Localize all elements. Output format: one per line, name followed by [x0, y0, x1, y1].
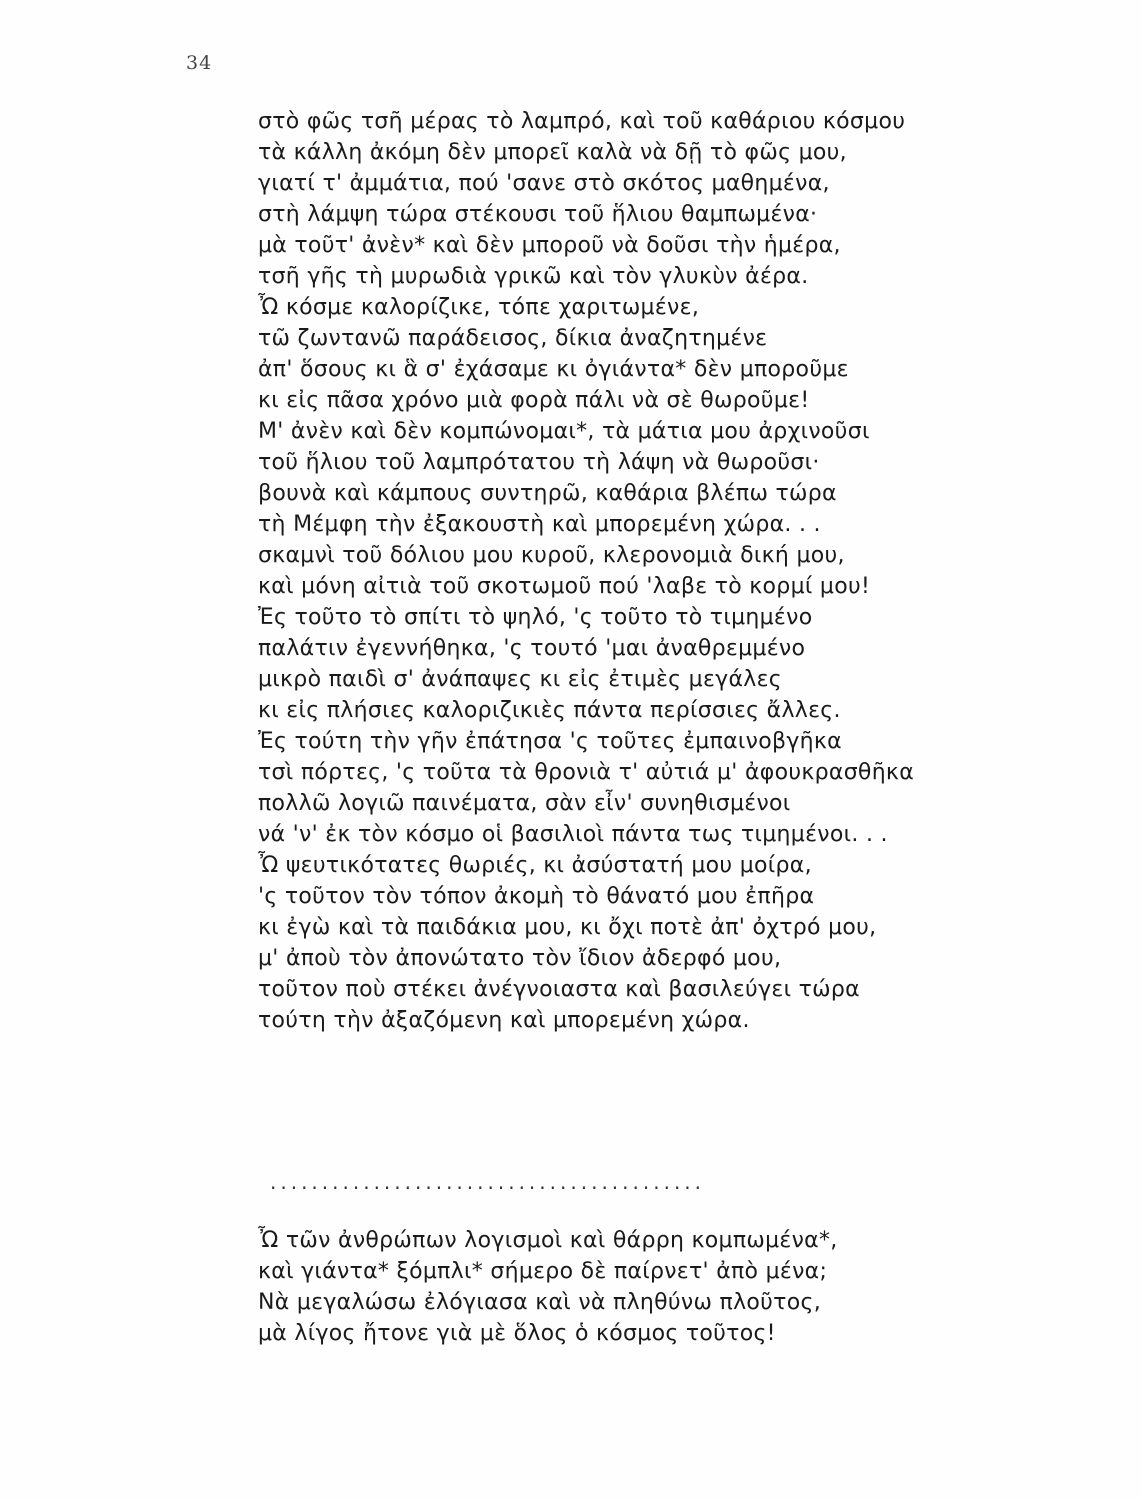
poem-line: βουνὰ καὶ κάμπους συντηρῶ, καθάρια βλέπω τώρα — [258, 481, 837, 506]
poem-final-stanza — [258, 1225, 1018, 1349]
poem-line: Ὦ ψευτικότατες θωριές, κι ἀσύστατή μου μοίρα, — [258, 853, 812, 878]
poem-line: παλάτιν ἐγεννήθηκα, 'ς τουτό 'μαι ἀναθρεμμένο — [258, 636, 806, 661]
poem-line: τούτη τὴν ἀξαζόμενη καὶ μπορεμένη χώρα. — [258, 1008, 750, 1033]
poem-line: 'ς τοῦτον τὸν τόπον ἀκομὴ τὸ θάνατό μου ἐπῆρα — [258, 884, 815, 909]
poem-line: μὰ λίγος ἤτονε γιὰ μὲ ὅλος ὁ κόσμος τοῦτος! — [258, 1321, 776, 1346]
poem-line: κι ἐγὼ καὶ τὰ παιδάκια μου, κι ὄχι ποτὲ ἀπ' ὀχτρό μου, — [258, 915, 877, 940]
poem-line: σκαμνὶ τοῦ δόλιου μου κυροῦ, κλερονομιὰ δική μου, — [258, 543, 845, 568]
page-number: 34 — [186, 52, 213, 74]
poem-line: Νὰ μεγαλώσω ἐλόγιασα καὶ νὰ πληθύνω πλοῦτος, — [258, 1290, 821, 1315]
poem-line: στὸ φῶς τσῆ μέρας τὸ λαμπρό, καὶ τοῦ καθάριου κόσμου — [258, 109, 906, 134]
poem-line: στὴ λάμψη τώρα στέκουσι τοῦ ἥλιου θαμπωμένα· — [258, 202, 818, 227]
poem-line: νά 'ν' ἐκ τὸν κόσμο οἱ βασιλιοὶ πάντα τως τιμημένοι. . . — [258, 822, 888, 847]
poem-line: τῶ ζωντανῶ παράδεισος, δίκια ἀναζητημένε — [258, 326, 768, 351]
poem-line: τὴ Μέμφη τὴν ἐξακουστὴ καὶ μπορεμένη χώρα. . . — [258, 512, 821, 537]
poem-line: πολλῶ λογιῶ παινέματα, σὰν εἶν' συνηθισμένοι — [258, 791, 791, 816]
poem-line: μὰ τοῦτ' ἀνὲν* καὶ δὲν μποροῦ νὰ δοῦσι τὴν ἡμέρα, — [258, 233, 841, 258]
poem-line: τσῆ γῆς τὴ μυρωδιὰ γρικῶ καὶ τὸν γλυκὺν ἀέρα. — [258, 264, 809, 289]
poem-line: καὶ γιάντα* ξόμπλι* σήμερο δὲ παίρνετ' ἀπὸ μένα; — [258, 1259, 828, 1284]
poem-line: τσὶ πόρτες, 'ς τοῦτα τὰ θρονιὰ τ' αὐτιά μ' ἀφουκρασθῆκα — [258, 760, 915, 785]
poem-line: Ὦ κόσμε καλορίζικε, τόπε χαριτωμένε, — [258, 295, 700, 320]
poem-line: κι εἰς πᾶσα χρόνο μιὰ φορὰ πάλι νὰ σὲ θωροῦμε! — [258, 388, 810, 413]
poem-line: τοῦ ἥλιου τοῦ λαμπρότατου τὴ λάψη νὰ θωροῦσι· — [258, 450, 820, 475]
ellipsis-separator: .......................................... — [270, 1170, 706, 1194]
poem-line: ἀπ' ὅσους κι ἃ σ' ἐχάσαμε κι ὀγιάντα* δὲν μποροῦμε — [258, 357, 849, 382]
poem-line: καὶ μόνη αἰτιὰ τοῦ σκοτωμοῦ πού 'λαβε τὸ κορμί μου! — [258, 574, 871, 599]
poem-line: μ' ἀποὺ τὸν ἀπονώτατο τὸν ἴδιον ἀδερφό μου, — [258, 946, 782, 971]
poem-line: Ὦ τῶν ἀνθρώπων λογισμοὶ καὶ θάρρη κομπωμένα*, — [258, 1228, 838, 1253]
poem-line: τοῦτον ποὺ στέκει ἀνέγνοιαστα καὶ βασιλεύγει τώρα — [258, 977, 860, 1002]
poem-line: μικρὸ παιδὶ σ' ἀνάπαψες κι εἰς ἐτιμὲς μεγάλες — [258, 667, 783, 692]
poem-line: τὰ κάλλη ἀκόμη δὲν μπορεῖ καλὰ νὰ δῇ τὸ φῶς μου, — [258, 140, 847, 165]
poem-main-stanza — [258, 106, 1018, 1036]
poem-line: κι εἰς πλήσιες καλοριζικιὲς πάντα περίσσιες ἄλλες. — [258, 698, 841, 723]
poem-line: Ἐς τοῦτο τὸ σπίτι τὸ ψηλό, 'ς τοῦτο τὸ τιμημένο — [258, 605, 813, 630]
poem-line: γιατί τ' ἀμμάτια, πού 'σανε στὸ σκότος μαθημένα, — [258, 171, 830, 196]
poem-line: Μ' ἀνὲν καὶ δὲν κομπώνομαι*, τὰ μάτια μου ἀρχινοῦσι — [258, 419, 870, 444]
poem-line: Ἐς τούτη τὴν γῆν ἐπάτησα 'ς τοῦτες ἐμπαινοβγῆκα — [258, 729, 842, 754]
